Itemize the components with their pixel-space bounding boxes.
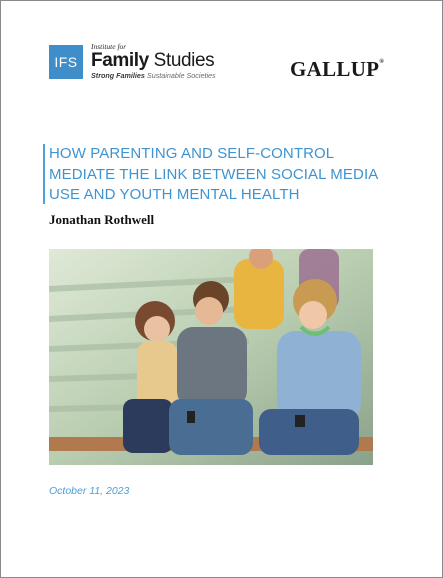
ifs-logo-mark bbox=[49, 45, 83, 79]
gallup-logo bbox=[290, 57, 384, 82]
gallup-logo-text: GALLUP bbox=[290, 57, 380, 81]
title-accent-bar bbox=[43, 144, 45, 204]
report-date: October 11, 2023 bbox=[49, 485, 130, 497]
photo-teens-on-phones-icon bbox=[49, 249, 373, 465]
ifs-tagline-rest: Sustainable Societies bbox=[144, 71, 216, 80]
ifs-institute-line: Institute for bbox=[91, 42, 127, 51]
ifs-name-rest: Studies bbox=[148, 50, 215, 71]
report-author: Jonathan Rothwell bbox=[49, 212, 155, 227]
gallup-registered-mark: ® bbox=[379, 59, 385, 65]
ifs-tagline-strong: Strong Families bbox=[91, 71, 145, 80]
ifs-name-bold: Family bbox=[91, 50, 149, 71]
ifs-name bbox=[91, 51, 216, 71]
ifs-logo-text bbox=[91, 43, 216, 81]
report-title: HOW PARENTING AND SELF-CONTROL MEDIATE THE LINK BETWEEN SOCIAL MEDIA USE AND YOUTH MENTAL HEALTH bbox=[49, 145, 378, 203]
ifs-tagline bbox=[91, 71, 216, 81]
cover-photo bbox=[49, 249, 373, 465]
ifs-logo-mark-text: IFS bbox=[54, 54, 78, 70]
